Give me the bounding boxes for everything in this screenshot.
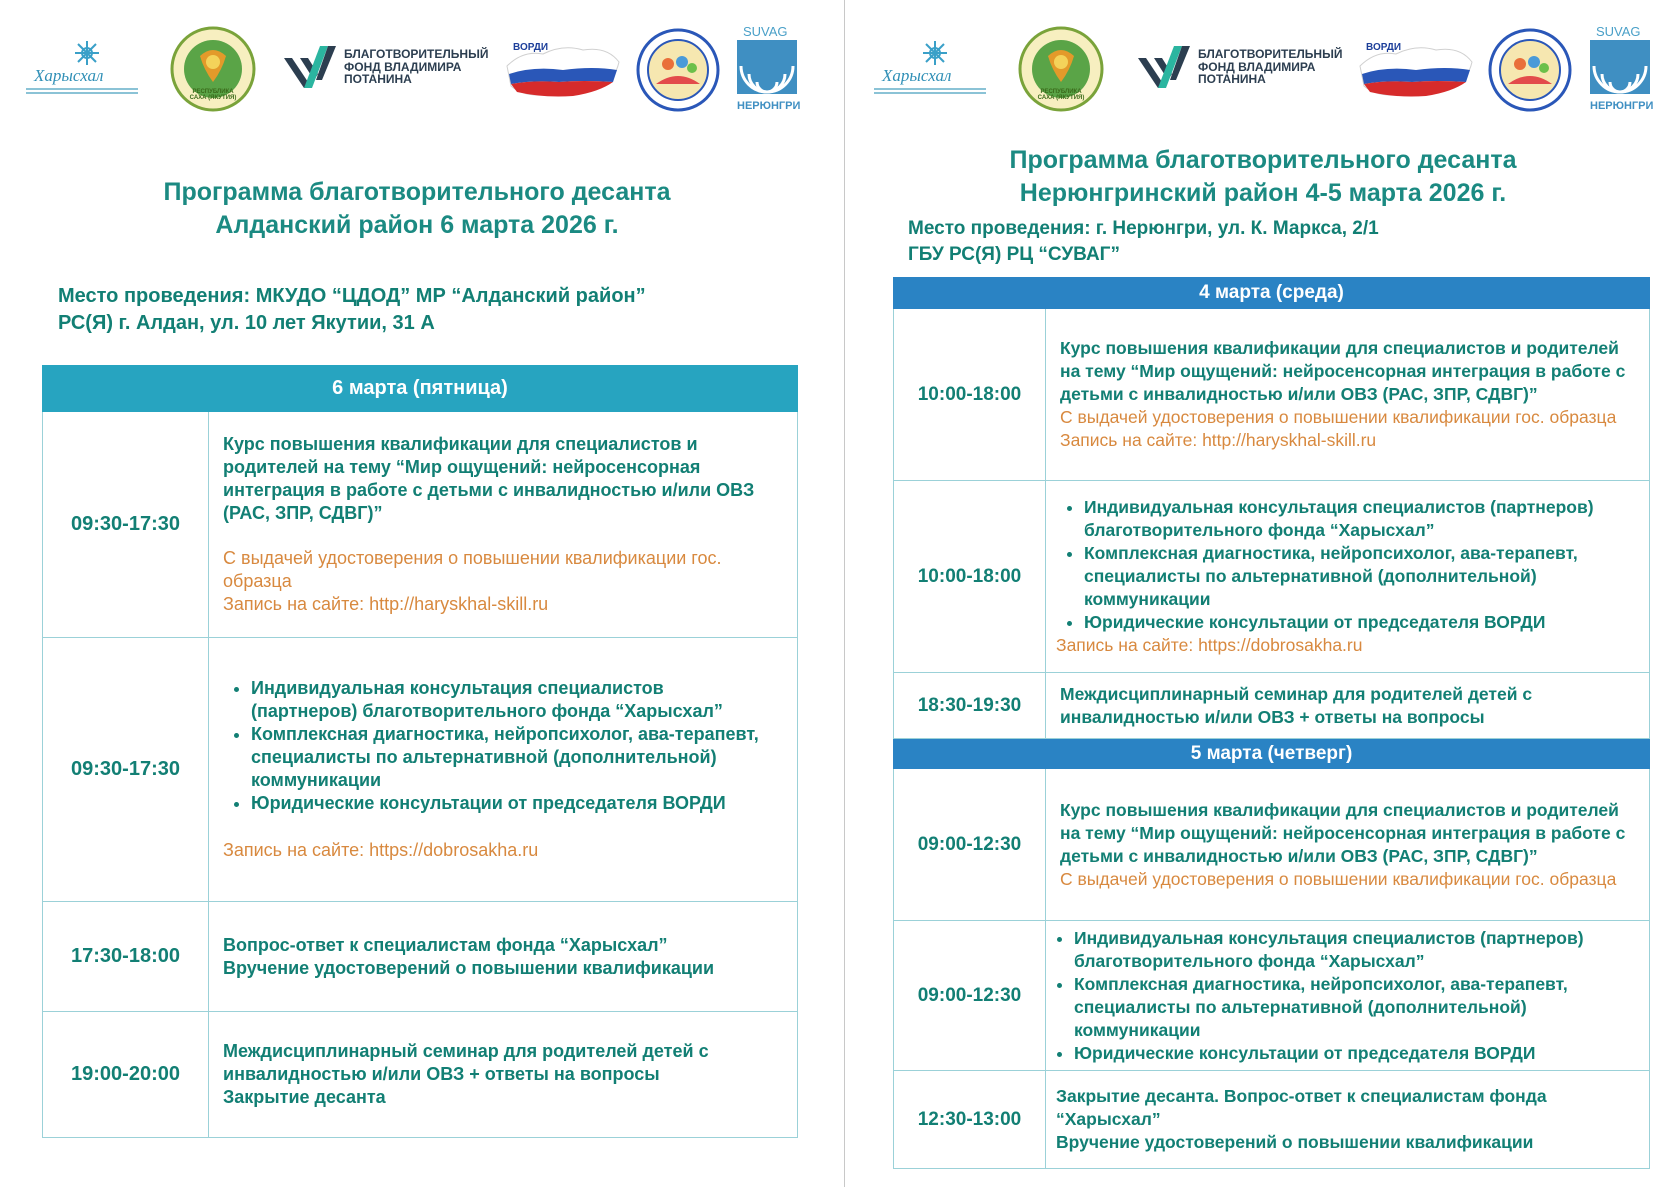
description-cell — [1046, 309, 1650, 481]
course-description: Курс повышения квалификации для специалистов и родителей на тему “Мир ощущений: нейросенсорная интеграция в работе с детьми с инвалидностью и/или ОВЗ (РАС, ЗПР, СДВГ)” — [1060, 799, 1626, 866]
snowflake-icon — [74, 40, 100, 66]
logo-fineprint-line — [26, 88, 138, 90]
table-row — [43, 638, 798, 902]
potanin-line1: БЛАГОТВОРИТЕЛЬНЫЙ — [1198, 47, 1343, 61]
potanin-mark-icon — [1136, 44, 1196, 96]
venue-line-2: ГБУ РС(Я) РЦ “СУВАГ” — [908, 243, 1120, 265]
suvag-logo — [737, 24, 799, 114]
children-org-emblem — [1488, 28, 1572, 112]
table-row — [894, 769, 1650, 921]
venue — [58, 283, 646, 337]
seminar-text: Междисциплинарный семинар для родителей детей с инвалидностью и/или ОВЗ + ответы на вопросы — [1060, 683, 1533, 727]
description-cell — [209, 902, 798, 1012]
services-list — [1056, 496, 1639, 634]
closing-qa-text: Закрытие десанта. Вопрос-ответ к специалистам фонда “Харысхал” — [1056, 1086, 1547, 1129]
potanin-mark-icon — [282, 44, 342, 96]
description-cell — [209, 1012, 798, 1138]
venue-line-1: Место проведения: МКУДО “ЦДОД” МР “Алданский район” — [58, 285, 646, 307]
list-item: • Индивидуальная консультация специалистов (партнеров) благотворительного фонда “Харысхал” — [1084, 496, 1639, 542]
table-row — [43, 412, 798, 638]
list-item: • Индивидуальная консультация специалистов (партнеров) благотворительного фонда “Харысхал” — [251, 677, 761, 723]
seminar-text: Междисциплинарный семинар для родителей детей с инвалидностью и/или ОВЗ + ответы на вопросы — [223, 1041, 709, 1084]
description-cell — [1046, 769, 1650, 921]
certificate-note: С выдачей удостоверения о повышении квалификации гос. образца — [1060, 407, 1617, 427]
time-cell: 10:00-18:00 — [894, 481, 1046, 673]
page-title — [0, 176, 834, 242]
table-row — [894, 481, 1650, 673]
potanin-logo — [1136, 44, 1343, 104]
time-cell: 19:00-20:00 — [43, 1012, 209, 1138]
services-list — [223, 677, 761, 815]
vordi-logo — [503, 36, 623, 104]
title-line-1: Программа благотворительного десанта — [1009, 146, 1517, 174]
time-cell: 12:30-13:00 — [894, 1071, 1046, 1169]
day-header: 6 марта (пятница) — [43, 366, 798, 412]
haryskhal-logo-text: Харысхал — [882, 66, 952, 85]
potanin-line3: ПОТАНИНА — [1198, 72, 1266, 87]
potanin-line3: ПОТАНИНА — [344, 72, 412, 87]
list-item: • Индивидуальная консультация специалистов (партнеров) благотворительного фонда “Харысхал” — [1074, 927, 1641, 973]
right-page — [846, 0, 1680, 1187]
suvag-waves-icon — [1590, 40, 1650, 94]
ministry-emblem — [1018, 26, 1104, 112]
neryungri-logo-text: НЕРЮНГРИ — [1590, 100, 1654, 112]
closing-text: Закрытие десанта — [223, 1087, 386, 1107]
page-title — [846, 144, 1680, 210]
ministry-emblem-caption: РЕСПУБЛИКА САХА (ЯКУТИЯ) — [1037, 89, 1085, 101]
vordi-logo-text: ВОРДИ — [1366, 42, 1402, 53]
qa-text: Вопрос-ответ к специалистам фонда “Харысхал” — [223, 934, 668, 955]
day-header-row — [894, 739, 1650, 769]
venue-line-1: Место проведения: г. Нерюнгри, ул. К. Маркса, 2/1 — [908, 218, 1379, 239]
certificates-text: Вручение удостоверений о повышении квалификации — [1056, 1132, 1534, 1152]
signup-note: Запись на сайте: http://haryskhal-skill.ru — [1060, 430, 1377, 450]
list-item: • Юридические консультации от председателя ВОРДИ — [251, 792, 761, 815]
table-row — [43, 1012, 798, 1138]
suvag-logo — [1590, 24, 1652, 114]
table-row — [894, 921, 1650, 1071]
description-cell — [1046, 1071, 1650, 1169]
suvag-logo-text: SUVAG — [743, 24, 788, 39]
venue-line-2: РС(Я) г. Алдан, ул. 10 лет Якутии, 31 А — [58, 312, 435, 334]
course-description: Курс повышения квалификации для специалистов и родителей на тему “Мир ощущений: нейросенсорная интеграция в работе с детьми с инвалидностью и/или ОВЗ (РАС, ЗПР, СДВГ)” — [1060, 338, 1626, 404]
time-cell: 17:30-18:00 — [43, 902, 209, 1012]
certificate-note: С выдачей удостоверения о повышении квалификации гос. образца — [1060, 868, 1617, 889]
potanin-line2: ФОНД ВЛАДИМИРА — [344, 59, 462, 74]
course-description: Курс повышения квалификации для специалистов и родителей на тему “Мир ощущений: нейросенсорная интеграция в работе с детьми с инвалидностью и/или ОВЗ (РАС, ЗПР, СДВГ)” — [223, 434, 755, 523]
logo-strip — [846, 22, 1680, 112]
children-org-emblem-icon — [636, 28, 720, 112]
services-list — [1046, 927, 1641, 1065]
spacer — [223, 815, 761, 839]
table-row — [894, 673, 1650, 739]
signup-note: Запись на сайте: https://dobrosakha.ru — [223, 840, 539, 860]
vordi-logo — [1356, 36, 1476, 104]
haryskhal-logo — [26, 40, 146, 100]
description-cell — [209, 412, 798, 638]
haryskhal-logo — [874, 40, 994, 100]
list-item: • Комплексная диагностика, нейропсихолог, ава-терапевт, специалисты по альтернативной (дополнительной) коммуникации — [251, 723, 761, 792]
neryungri-logo-text: НЕРЮНГРИ — [737, 100, 801, 112]
title-line-1: Программа благотворительного десанта — [163, 178, 671, 206]
table-row — [894, 1071, 1650, 1169]
suvag-waves-icon — [737, 40, 797, 94]
description-cell — [209, 638, 798, 902]
time-cell: 09:00-12:30 — [894, 769, 1046, 921]
ministry-emblem-caption: РЕСПУБЛИКА САХА (ЯКУТИЯ) — [189, 89, 237, 101]
certificates-text: Вручение удостоверений о повышении квалификации — [223, 957, 715, 978]
day-header-row — [894, 278, 1650, 309]
description-cell — [1046, 673, 1650, 739]
ministry-emblem — [170, 26, 256, 112]
snowflake-icon — [922, 40, 948, 66]
time-cell: 09:30-17:30 — [43, 638, 209, 902]
table-row — [43, 902, 798, 1012]
time-cell: 10:00-18:00 — [894, 309, 1046, 481]
logo-fineprint-line — [26, 92, 138, 94]
title-line-2: Алданский район 6 марта 2026 г. — [215, 211, 619, 239]
day-header-row — [43, 366, 798, 412]
schedule-table — [42, 365, 798, 1138]
potanin-line2: ФОНД ВЛАДИМИРА — [1198, 59, 1316, 74]
time-cell: 09:30-17:30 — [43, 412, 209, 638]
potanin-logo — [282, 44, 489, 104]
logo-strip — [0, 22, 843, 112]
list-item: • Комплексная диагностика, нейропсихолог, ава-терапевт, специалисты по альтернативной (дополнительной) коммуникации — [1084, 542, 1639, 611]
logo-fineprint-line — [874, 88, 986, 90]
list-item: • Юридические консультации от председателя ВОРДИ — [1074, 1042, 1641, 1065]
time-cell: 09:00-12:30 — [894, 921, 1046, 1071]
list-item: • Комплексная диагностика, нейропсихолог, ава-терапевт, специалисты по альтернативной (дополнительной) коммуникации — [1074, 973, 1641, 1042]
suvag-logo-text: SUVAG — [1596, 24, 1641, 39]
list-item: • Юридические консультации от председателя ВОРДИ — [1084, 611, 1639, 634]
day-header: 5 марта (четверг) — [894, 739, 1650, 769]
description-cell — [1046, 481, 1650, 673]
day-header: 4 марта (среда) — [894, 278, 1650, 309]
signup-note: Запись на сайте: https://dobrosakha.ru — [1056, 635, 1363, 655]
potanin-line1: БЛАГОТВОРИТЕЛЬНЫЙ — [344, 47, 489, 61]
schedule-table — [893, 277, 1650, 1169]
time-cell: 18:30-19:30 — [894, 673, 1046, 739]
spacer — [223, 525, 761, 547]
title-line-2: Нерюнгринский район 4-5 марта 2026 г. — [1019, 179, 1507, 207]
description-cell — [1046, 921, 1650, 1071]
children-org-emblem — [636, 28, 720, 112]
venue — [908, 216, 1379, 267]
logo-fineprint-line — [874, 92, 986, 94]
children-org-emblem-icon — [1488, 28, 1572, 112]
page-divider — [844, 0, 845, 1187]
haryskhal-logo-text: Харысхал — [34, 66, 104, 85]
signup-note: Запись на сайте: http://haryskhal-skill.ru — [223, 594, 549, 614]
vordi-logo-text: ВОРДИ — [513, 42, 549, 53]
certificate-note: С выдачей удостоверения о повышении квалификации гос. образца — [223, 548, 722, 591]
table-row — [894, 309, 1650, 481]
